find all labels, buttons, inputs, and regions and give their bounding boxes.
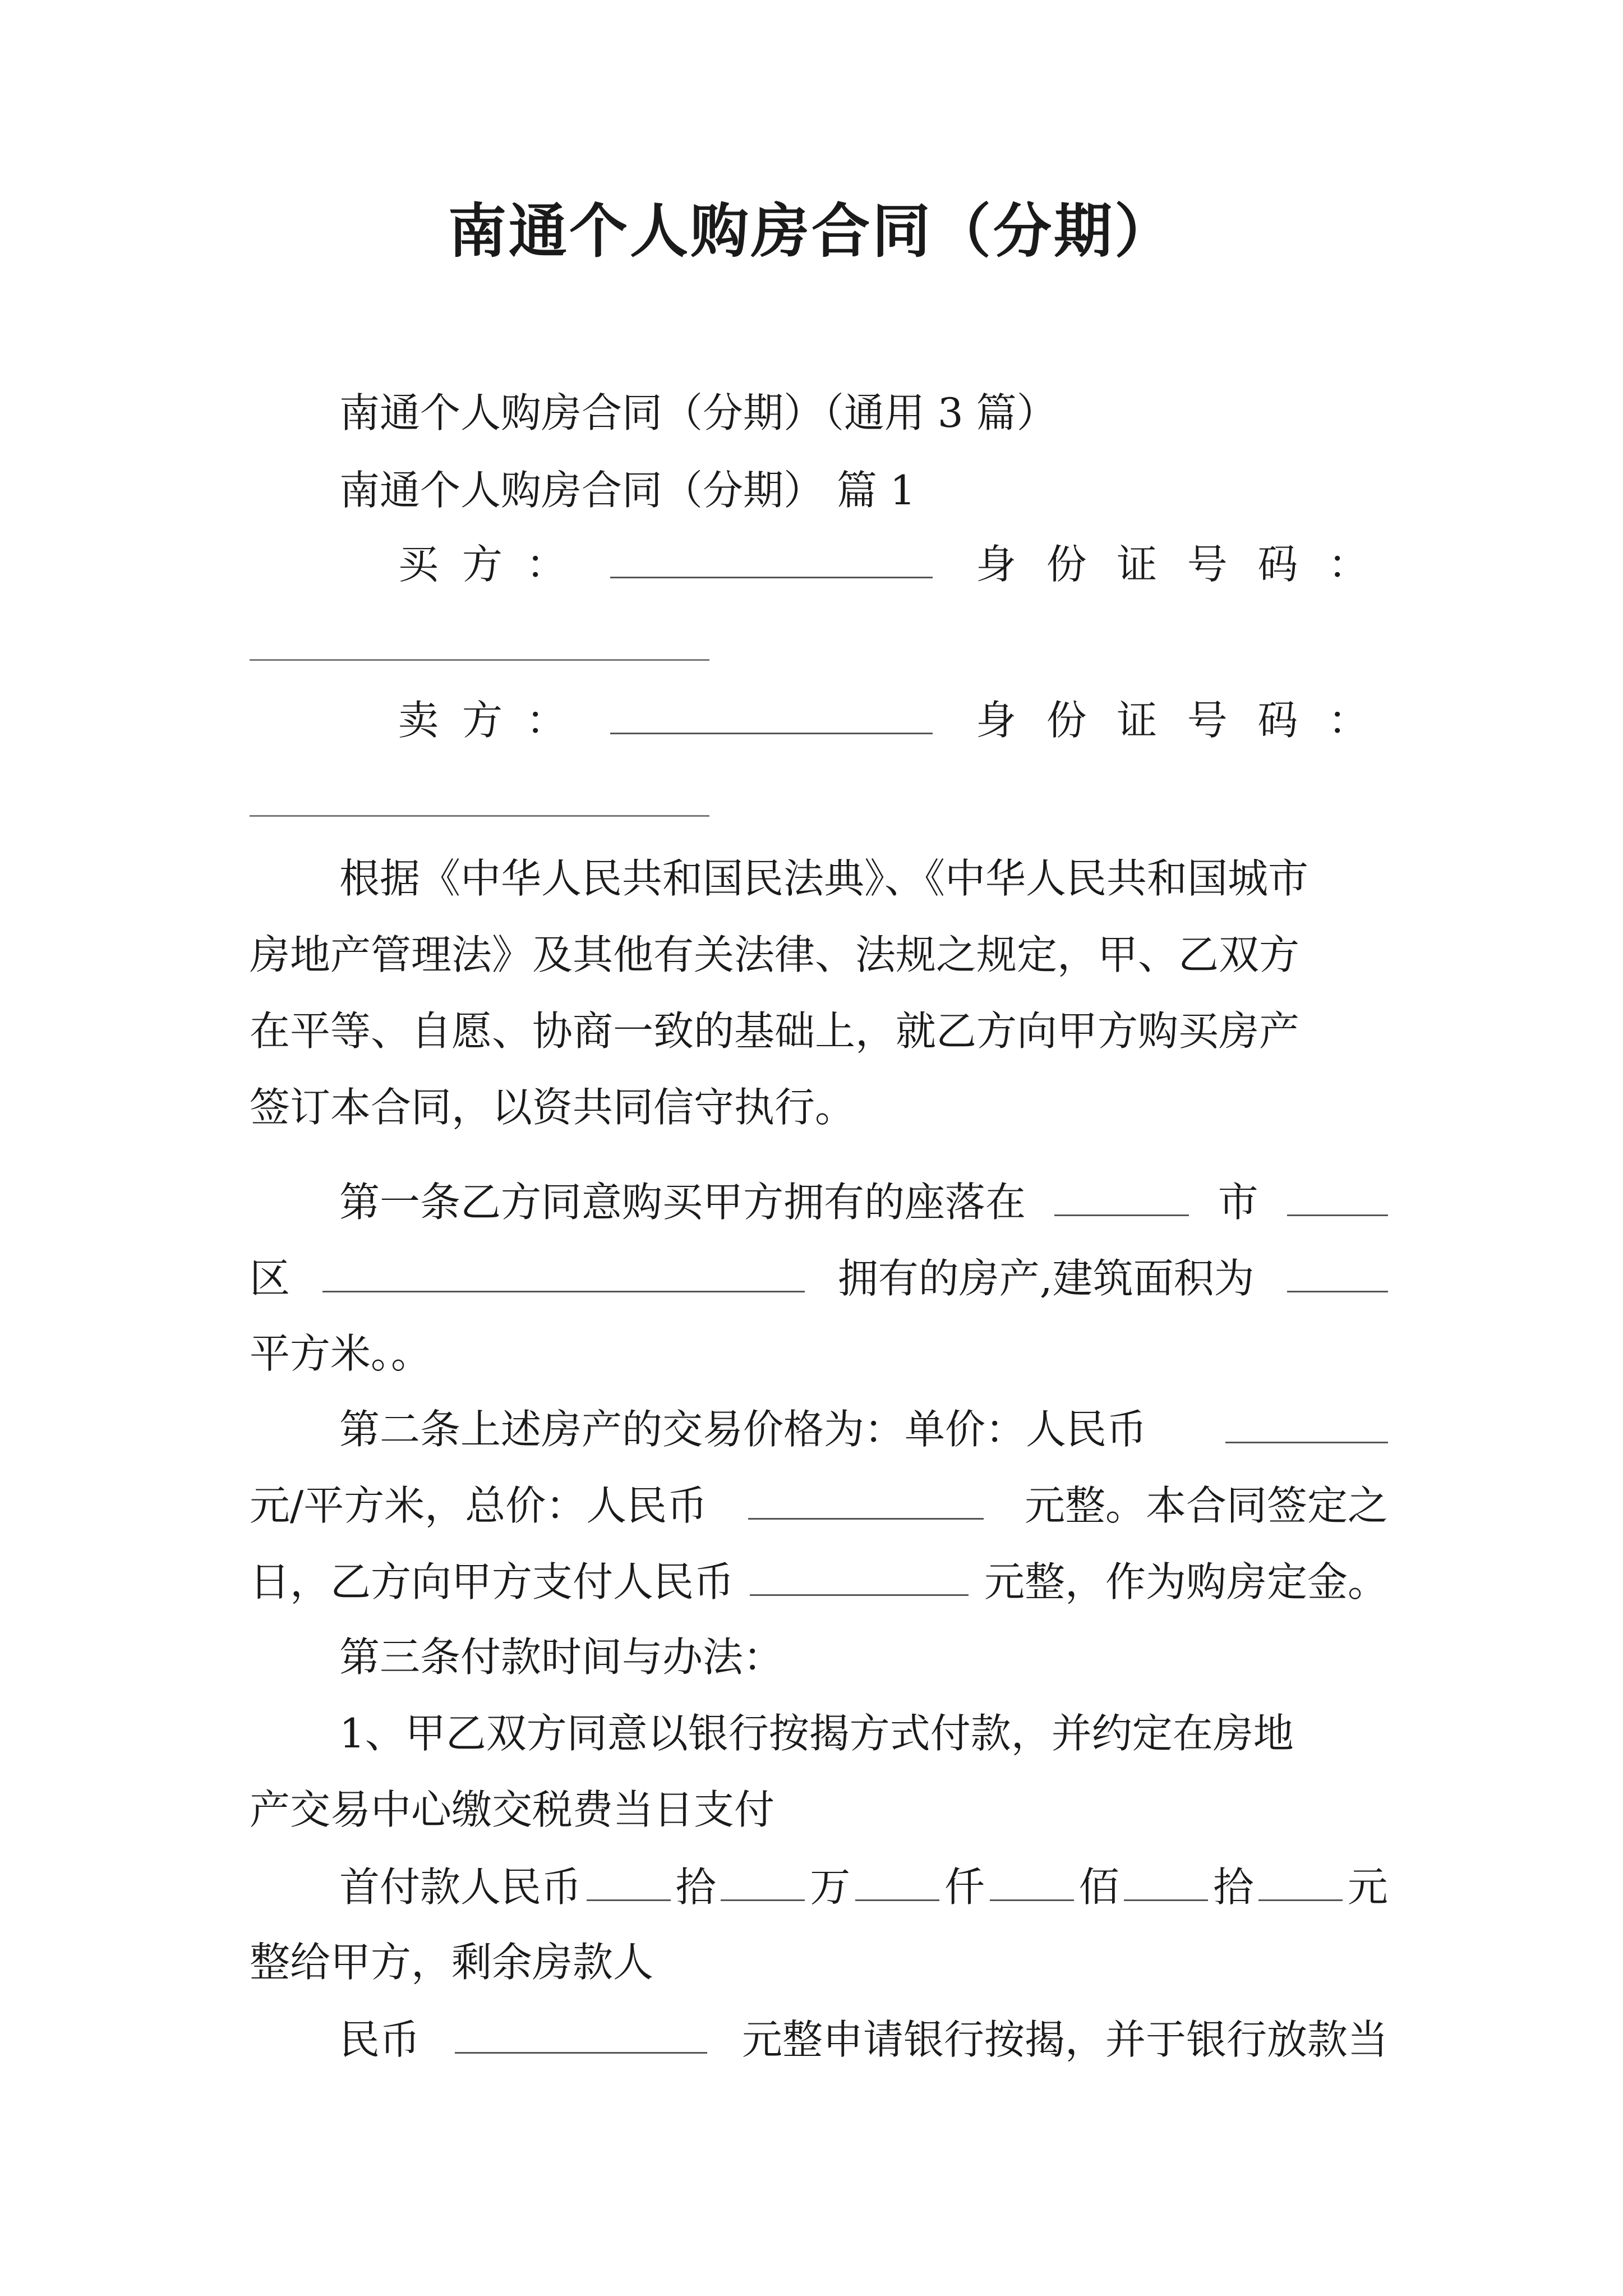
amount-blank[interactable] [1258, 1866, 1343, 1901]
amount-blank[interactable] [1124, 1866, 1208, 1901]
article3-item1-line1: 1、甲乙双方同意以银行按揭方式付款，并约定在房地 [339, 1710, 1294, 1757]
seller-label [398, 697, 566, 744]
article2-line3 [250, 1558, 1388, 1605]
article3-item1-line2: 产交易中心缴交税费当日支付 [250, 1786, 775, 1833]
loan-prefix: 民币 [339, 2016, 421, 2063]
article2-line1 [339, 1406, 1388, 1453]
total-price-blank[interactable] [748, 1484, 984, 1520]
article2-text: 元/平方米，总价：人民币 [250, 1482, 708, 1529]
amount-unit: 拾 [1213, 1864, 1254, 1911]
seller-label-char: 卖 [398, 697, 439, 744]
section-heading: 南通个人购房合同（分期） 篇 1 [339, 467, 916, 514]
loan-amount-blank[interactable] [455, 2018, 707, 2054]
buyer-id-label-char: 身 [976, 541, 1017, 588]
buyer-id-label-char: 证 [1117, 541, 1158, 588]
preamble-line: 在平等、自愿、协商一致的基础上，就乙方向甲方购买房产 [250, 1007, 1300, 1055]
amount-unit: 万 [810, 1864, 851, 1911]
seller-id-label-char: 身 [976, 697, 1017, 744]
buyer-label-char: ： [525, 541, 566, 588]
amount-unit: 仟 [944, 1864, 985, 1911]
down-payment-line [339, 1864, 1388, 1911]
article1-text: 第一条乙方同意购买甲方拥有的座落在 [339, 1179, 1026, 1226]
document-title: 南通个人购房合同（分期） [448, 196, 1175, 265]
amount-unit: 佰 [1078, 1864, 1119, 1911]
amount-unit: 元 [1347, 1864, 1388, 1911]
buyer-id-label-char: 号 [1187, 541, 1228, 588]
buyer-label [398, 541, 566, 588]
seller-id-label-char: 份 [1046, 697, 1087, 744]
buyer-id-label-char: 码 [1257, 541, 1298, 588]
amount-blank[interactable] [990, 1866, 1074, 1901]
city-blank[interactable] [1054, 1181, 1189, 1216]
article2-text: 日，乙方向甲方支付人民币 [250, 1558, 735, 1605]
seller-row [398, 697, 1368, 744]
seller-id-label-char: 证 [1117, 697, 1158, 744]
unit-price-blank[interactable] [1225, 1408, 1388, 1443]
article1-text: 区 [250, 1255, 291, 1302]
amount-blank[interactable] [721, 1866, 805, 1901]
seller-name-blank[interactable] [610, 699, 933, 734]
article3-heading: 第三条付款时间与办法： [339, 1634, 784, 1681]
buyer-id-label [976, 541, 1368, 588]
amount-blank[interactable] [587, 1866, 671, 1901]
buyer-id-label-char: ： [1327, 541, 1368, 588]
document-subtitle: 南通个人购房合同（分期）（通用 3 篇） [339, 389, 1057, 436]
down-payment-line2: 整给甲方，剩余房款人 [250, 1939, 654, 1986]
amount-blank[interactable] [855, 1866, 939, 1901]
preamble-line: 根据《中华人民共和国民法典》、《中华人民共和国城市 [339, 855, 1309, 902]
loan-suffix: 元整申请银行按揭，并于银行放款当 [741, 2016, 1388, 2063]
buyer-label-char: 买 [398, 541, 439, 588]
buyer-row [398, 541, 1368, 588]
buyer-name-blank[interactable] [610, 543, 933, 578]
district-blank[interactable] [322, 1257, 805, 1292]
seller-label-char: ： [525, 697, 566, 744]
article1-line1 [339, 1179, 1388, 1226]
seller-id-blank[interactable] [250, 815, 709, 817]
buyer-label-char: 方 [462, 541, 502, 588]
article2-line2 [250, 1482, 1388, 1529]
article1-line3: 平方米。。 [250, 1330, 432, 1377]
preamble-line: 房地产管理法》及其他有关法律、法规之规定，甲、乙双方 [250, 931, 1300, 978]
loan-line [339, 2016, 1388, 2063]
down-payment-prefix: 首付款人民币 [339, 1864, 582, 1911]
article1-line2 [250, 1255, 1388, 1302]
amount-unit: 拾 [675, 1864, 716, 1911]
deposit-blank[interactable] [750, 1561, 969, 1596]
article2-text: 第二条上述房产的交易价格为：单价：人民币 [339, 1406, 1147, 1453]
seller-id-label-char: 码 [1257, 697, 1298, 744]
seller-id-label [976, 697, 1368, 744]
seller-label-char: 方 [462, 697, 502, 744]
article1-text: 市 [1218, 1179, 1258, 1226]
article2-text: 元整，作为购房定金。 [984, 1558, 1388, 1605]
area-blank[interactable] [1287, 1257, 1388, 1292]
city-blank-2[interactable] [1287, 1181, 1388, 1216]
preamble-line: 签订本合同，以资共同信守执行。 [250, 1084, 856, 1131]
buyer-id-blank[interactable] [250, 659, 709, 661]
buyer-id-label-char: 份 [1046, 541, 1087, 588]
article1-text: 拥有的房产,建筑面积为 [837, 1255, 1255, 1302]
article2-text: 元整。本合同签定之 [1024, 1482, 1388, 1529]
seller-id-label-char: ： [1327, 697, 1368, 744]
seller-id-label-char: 号 [1187, 697, 1228, 744]
